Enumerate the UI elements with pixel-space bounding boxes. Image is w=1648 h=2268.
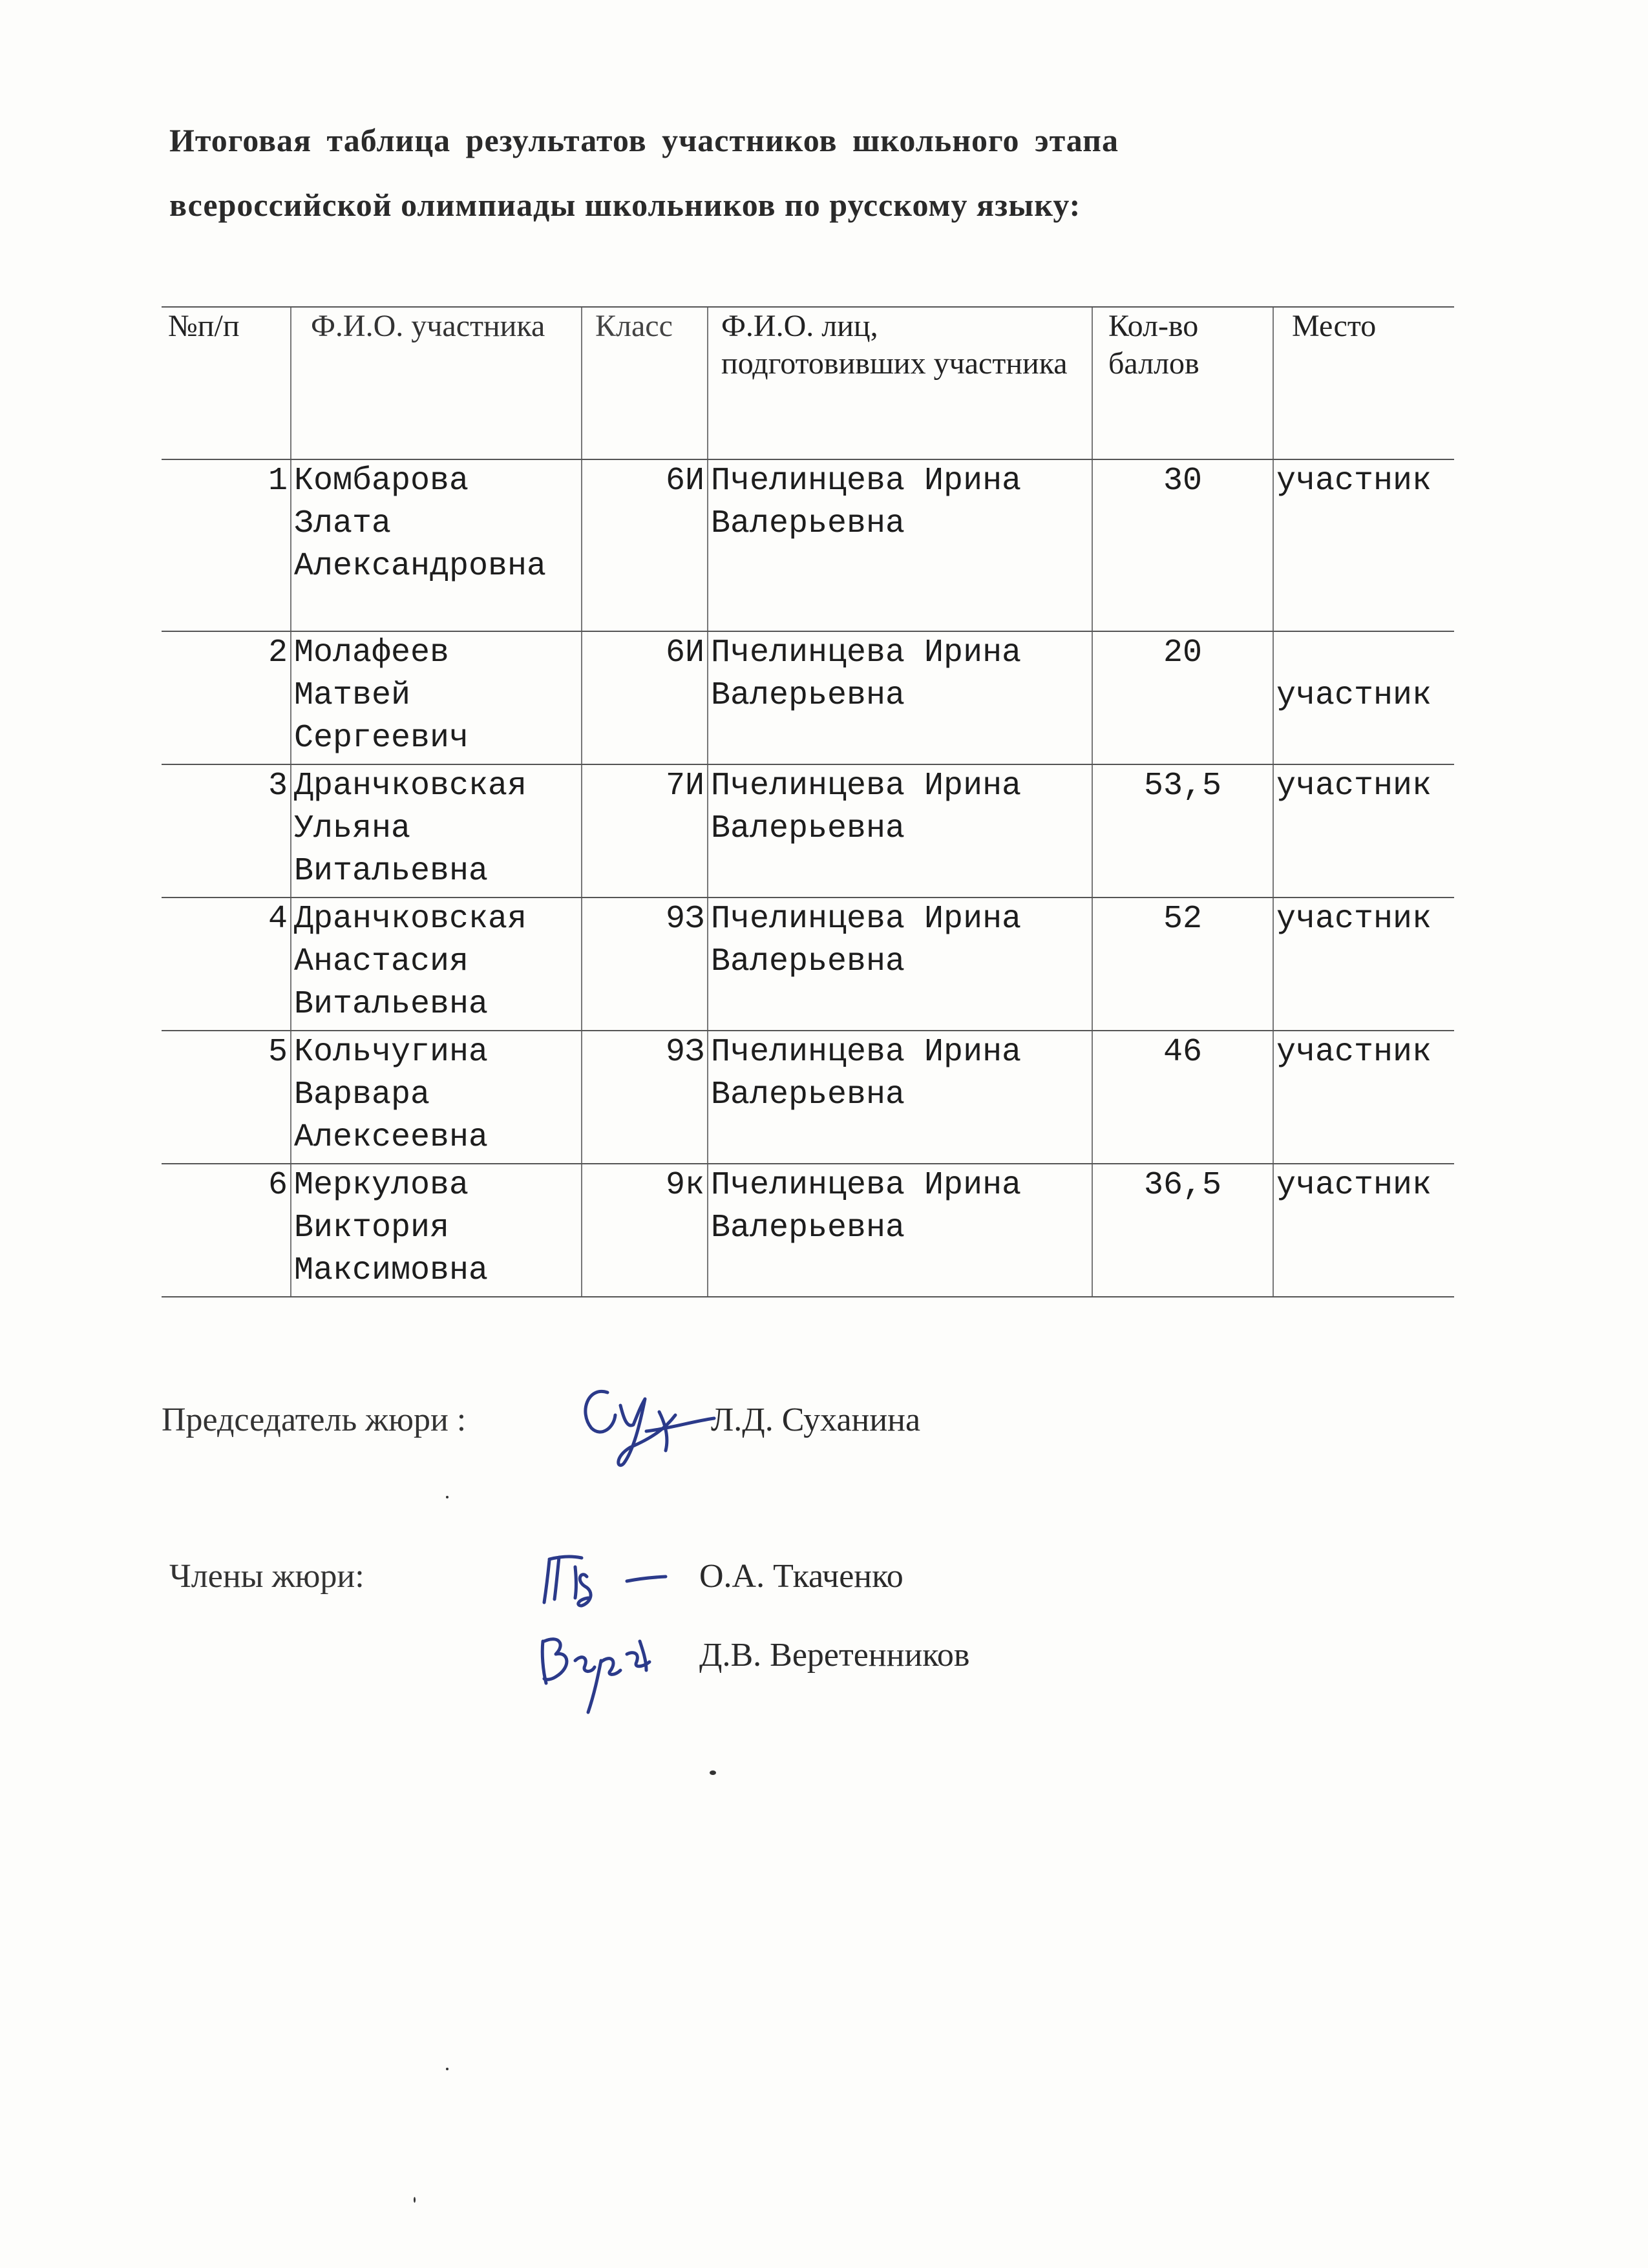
jury-member-1-name: О.А. Ткаченко: [699, 1558, 903, 1595]
header-place: Место: [1273, 307, 1454, 459]
row-num: 6: [162, 1164, 291, 1297]
scan-speck: [446, 1496, 449, 1498]
participant-name: Кольчугина Варвара Алексеевна: [291, 1031, 582, 1164]
participant-name: Комбарова Злата Александровна: [291, 459, 582, 631]
participant-class: 9к: [582, 1164, 708, 1297]
header-name: Ф.И.О. участника: [291, 307, 582, 459]
scan-speck: [710, 1770, 716, 1775]
place: участник: [1273, 459, 1454, 631]
table-row: [162, 764, 1454, 898]
header-num: №п/п: [162, 307, 291, 459]
participant-name: Меркулова Виктория Максимовна: [291, 1164, 582, 1297]
score: 36,5: [1092, 1164, 1273, 1297]
teacher-name: Пчелинцева Ирина Валерьевна: [708, 459, 1092, 631]
place: участник: [1273, 898, 1454, 1031]
scan-speck: [446, 2068, 449, 2070]
score: 52: [1092, 898, 1273, 1031]
jury-chair-label: Председатель жюри :: [162, 1402, 467, 1438]
participant-class: 7И: [582, 764, 708, 898]
place: участник: [1273, 1164, 1454, 1297]
teacher-name: Пчелинцева Ирина Валерьевна: [708, 764, 1092, 898]
row-num: 3: [162, 764, 291, 898]
scan-speck: [414, 2197, 416, 2203]
score: 30: [1092, 459, 1273, 631]
place: участник: [1273, 764, 1454, 898]
teacher-name: Пчелинцева Ирина Валерьевна: [708, 898, 1092, 1031]
row-num: 4: [162, 898, 291, 1031]
table-header-row: [162, 307, 1454, 459]
score: 53,5: [1092, 764, 1273, 898]
jury-member-2-name: Д.В. Веретенников: [699, 1637, 970, 1674]
participant-name: Дранчковская Анастасия Витальевна: [291, 898, 582, 1031]
place-cell: [1273, 631, 1454, 764]
teacher-name: Пчелинцева Ирина Валерьевна: [708, 631, 1092, 764]
header-teacher: Ф.И.О. лиц, подготовивших участника: [708, 307, 1092, 459]
place: участник: [1273, 1031, 1454, 1164]
participant-class: 9З: [582, 898, 708, 1031]
member-1-signature: [530, 1541, 685, 1612]
participant-class: 6И: [582, 631, 708, 764]
participant-class: 9З: [582, 1031, 708, 1164]
table-row: [162, 898, 1454, 1031]
header-class: Класс: [582, 307, 708, 459]
row-num: 5: [162, 1031, 291, 1164]
row-num: 1: [162, 459, 291, 631]
table-row: [162, 1164, 1454, 1297]
teacher-name: Пчелинцева Ирина Валерьевна: [708, 1031, 1092, 1164]
participant-name: Молафеев Матвей Сергеевич: [291, 631, 582, 764]
results-table: [162, 306, 1454, 1297]
chair-signature: [569, 1367, 724, 1476]
table-row: [162, 459, 1454, 631]
table-row: [162, 631, 1454, 764]
score: 20: [1092, 631, 1273, 764]
place: участник: [1276, 677, 1432, 714]
teacher-name: Пчелинцева Ирина Валерьевна: [708, 1164, 1092, 1297]
score: 46: [1092, 1031, 1273, 1164]
participant-name: Дранчковская Ульяна Витальевна: [291, 764, 582, 898]
jury-members-label: Члены жюри:: [169, 1558, 364, 1595]
header-score: Кол-во баллов: [1092, 307, 1273, 459]
row-num: 2: [162, 631, 291, 764]
document-title-line-1: Итоговая таблица результатов участников школьного этапа: [169, 122, 1119, 158]
member-2-signature: [530, 1615, 685, 1719]
participant-class: 6И: [582, 459, 708, 631]
table-row: [162, 1031, 1454, 1164]
document-title-line-2: всероссийской олимпиады школьников по русскому языку:: [169, 187, 1081, 223]
jury-chair-name: Л.Д. Суханина: [711, 1402, 921, 1438]
